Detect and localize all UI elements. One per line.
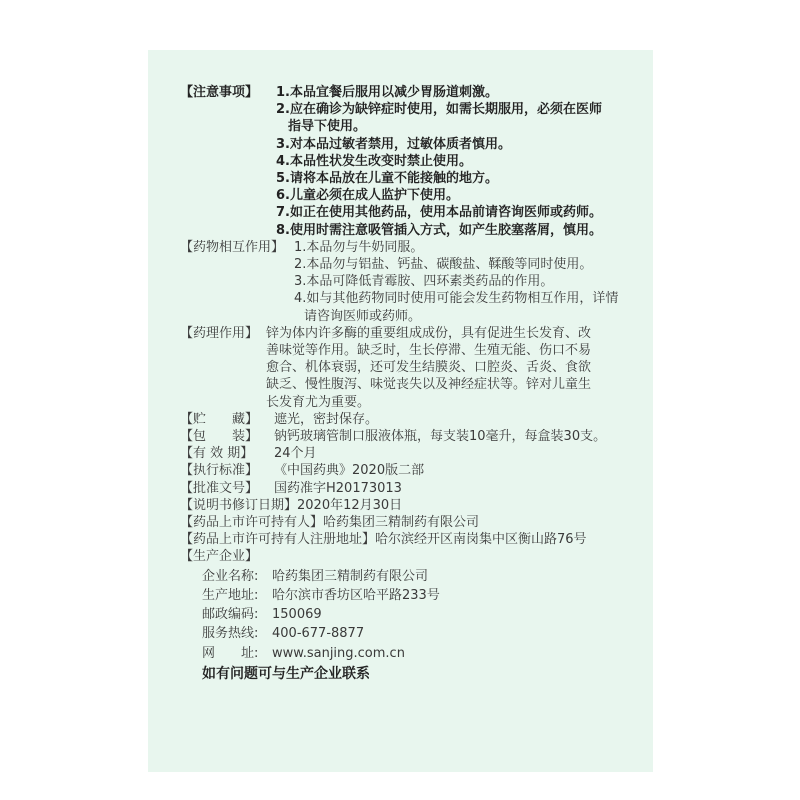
notes-item xyxy=(276,204,640,221)
notes-list xyxy=(276,84,640,239)
notes-item-line: 8.使用时需注意吸管插入方式，如产生胶塞落屑，慎用。 xyxy=(276,222,602,238)
standard-label: 【执行标准】 xyxy=(180,463,259,479)
standard-field xyxy=(180,462,640,479)
holder-address-field xyxy=(180,531,640,548)
shelf-life-field xyxy=(180,445,640,462)
storage-field xyxy=(180,411,640,428)
revision-date-value: 2020年12月30日 xyxy=(297,497,403,513)
manufacturer-name-row xyxy=(202,568,640,585)
notes-item xyxy=(276,222,640,239)
notes-item-line: 指导下使用。 xyxy=(288,119,367,135)
package-field xyxy=(180,428,640,445)
shelf-life-label: 【有 效 期】 xyxy=(180,446,254,462)
storage-label: 【贮 藏】 xyxy=(180,411,259,427)
notes-item-line: 3.对本品过敏者禁用，过敏体质者慎用。 xyxy=(276,136,511,152)
pharmacology-line: 长发育尤为重要。 xyxy=(266,394,371,410)
postal-code-value: 150069 xyxy=(272,607,322,623)
website-key: 网 址: xyxy=(202,645,259,661)
hotline-value: 400-677-8877 xyxy=(272,626,365,642)
interactions-label: 【药物相互作用】 xyxy=(180,239,285,255)
holder-address-label: 【药品上市许可持有人注册地址】 xyxy=(180,532,376,548)
notes-item-line: 1.本品宜餐后服用以减少胃肠道刺激。 xyxy=(276,85,498,100)
interactions-item-line: 请咨询医师或药师。 xyxy=(304,308,422,324)
manufacturer-label: 【生产企业】 xyxy=(180,549,259,565)
manufacturer-address-value: 哈尔滨市香坊区哈平路233号 xyxy=(272,587,440,603)
pharmacology-text xyxy=(266,325,640,411)
standard-value: 《中国药典》2020版二部 xyxy=(274,463,425,479)
manufacturer-name-value: 哈药集团三精制药有限公司 xyxy=(272,568,429,584)
notes-item xyxy=(276,84,640,101)
shelf-life-value: 24个月 xyxy=(274,446,317,462)
pharmacology-line: 锌为体内许多酶的重要组成成份，具有促进生长发育、改 xyxy=(266,325,592,341)
notes-item xyxy=(276,170,640,187)
approval-value: 国药准字H20173013 xyxy=(274,480,402,496)
interactions-item-line: 1.本品勿与牛奶同服。 xyxy=(294,239,424,255)
notes-item xyxy=(276,101,640,135)
license-holder-value: 哈药集团三精制药有限公司 xyxy=(323,515,480,531)
package-value: 钠钙玻璃管制口服液体瓶，每支装10毫升，每盒装30支。 xyxy=(274,429,607,445)
revision-date-label: 【说明书修订日期】 xyxy=(180,497,298,513)
interactions-item xyxy=(294,256,640,273)
notes-item-line: 2.应在确诊为缺锌症时使用，如需长期服用，必须在医师 xyxy=(276,102,602,118)
notes-item xyxy=(276,187,640,204)
notes-item-line: 5.请将本品放在儿童不能接触的地方。 xyxy=(276,171,498,187)
license-holder-field xyxy=(180,514,640,531)
manufacturer-details xyxy=(180,568,640,662)
manufacturer-name-key: 企业名称: xyxy=(202,568,259,584)
pharmacology-line: 愈合、机体衰弱，还可发生结膜炎、口腔炎、舌炎、食欲 xyxy=(266,360,592,376)
interactions-item-line: 2.本品勿与铝盐、钙盐、碳酸盐、鞣酸等同时使用。 xyxy=(294,257,593,273)
manufacturer-address-key: 生产地址: xyxy=(202,587,259,603)
website-row xyxy=(202,645,640,662)
manufacturer-heading xyxy=(180,548,640,565)
notes-item xyxy=(276,153,640,170)
interactions-section xyxy=(180,239,640,325)
hotline-key: 服务热线: xyxy=(202,626,259,642)
approval-label: 【批准文号】 xyxy=(180,480,259,496)
leaflet-content xyxy=(180,84,640,683)
postal-code-key: 邮政编码: xyxy=(202,607,259,623)
notes-item-line: 6.儿童必须在成人监护下使用。 xyxy=(276,188,459,204)
website-value: www.sanjing.com.cn xyxy=(272,645,405,661)
interactions-item xyxy=(294,290,640,324)
pharmacology-line: 缺乏、慢性腹泻、味觉丧失以及神经症状等。锌对儿童生 xyxy=(266,377,592,393)
postal-code-row xyxy=(202,606,640,623)
pharmacology-section xyxy=(180,325,640,411)
notes-item-line: 7.如正在使用其他药品，使用本品前请咨询医师或药师。 xyxy=(276,205,602,221)
interactions-item-line: 4.如与其他药物同时使用可能会发生药物相互作用，详情 xyxy=(294,291,619,307)
notes-item xyxy=(276,136,640,153)
pharmacology-label: 【药理作用】 xyxy=(180,325,259,341)
manufacturer-address-row xyxy=(202,587,640,604)
interactions-item xyxy=(294,273,640,290)
package-label: 【包 装】 xyxy=(180,429,259,445)
contact-note: 如有问题可与生产企业联系 xyxy=(202,665,370,682)
holder-address-value: 哈尔滨经开区南岗集中区衡山路76号 xyxy=(375,532,587,548)
notes-section xyxy=(180,84,640,239)
interactions-item xyxy=(294,239,640,256)
interactions-item-line: 3.本品可降低青霉胺、四环素类药品的作用。 xyxy=(294,274,554,290)
interactions-list xyxy=(294,239,640,325)
approval-field xyxy=(180,480,640,497)
pharmacology-line: 善味觉等作用。缺乏时，生长停滞、生殖无能、伤口不易 xyxy=(266,343,592,359)
license-holder-label: 【药品上市许可持有人】 xyxy=(180,515,324,531)
revision-date-field xyxy=(180,497,640,514)
notes-item-line: 4.本品性状发生改变时禁止使用。 xyxy=(276,153,472,169)
notes-label: 【注意事项】 xyxy=(180,85,259,100)
storage-value: 遮光，密封保存。 xyxy=(274,411,379,427)
hotline-row xyxy=(202,625,640,642)
